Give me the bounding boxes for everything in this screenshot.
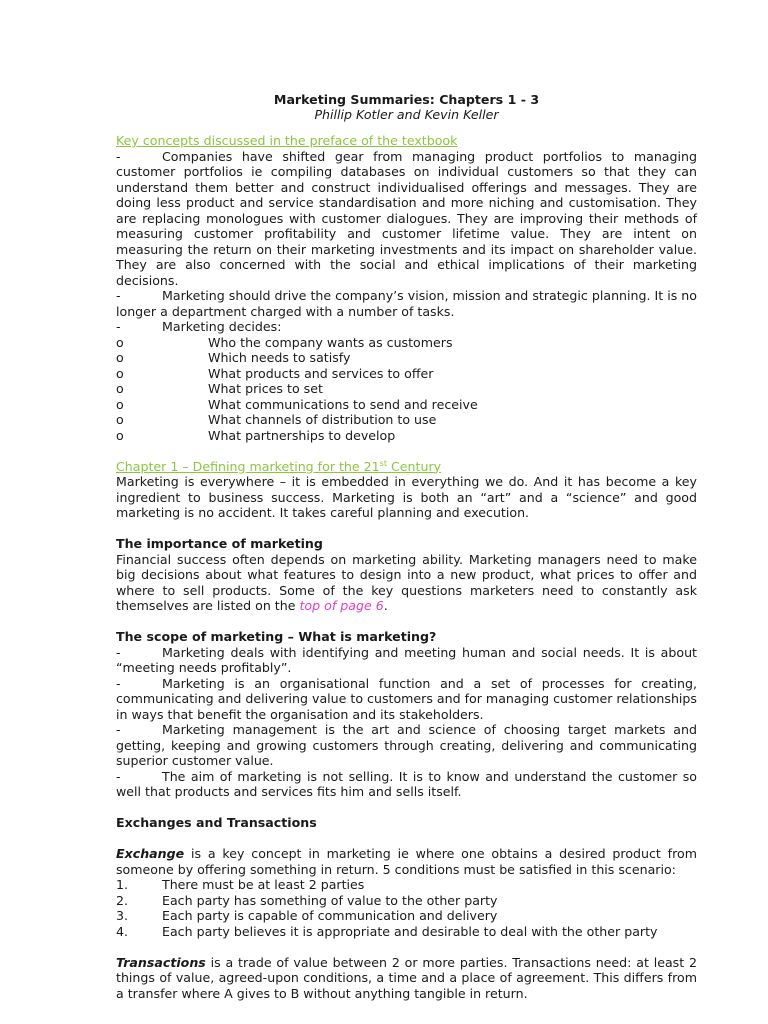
conditions-list [116, 877, 697, 939]
dash-bullet: - [116, 644, 121, 660]
document-page [116, 92, 697, 1001]
preface-item-3: - Marketing decides: [116, 319, 282, 334]
importance-heading: The importance of marketing [116, 536, 323, 551]
scope-item-3: - Marketing management is the art and science of choosing target markets and getting, keeping and growing customers through creating, delivering and communicating superior customer value. [116, 722, 697, 768]
circle-bullet: o [116, 427, 124, 443]
circle-bullet: o [116, 365, 124, 381]
list-item: o What prices to set [116, 381, 323, 396]
dash-bullet: - [116, 675, 121, 691]
transactions-term: Transactions [116, 954, 206, 970]
decides-list [116, 335, 697, 444]
scope-item-4: - The aim of marketing is not selling. It is to know and understand the customer so well that products and services fits him and sells itself. [116, 768, 697, 799]
dash-bullet: - [116, 722, 121, 737]
circle-bullet: o [116, 396, 124, 412]
list-item: o What products and services to offer [116, 365, 434, 381]
importance-text: Financial success often depends on marketing ability. Marketing managers need to make big decisions about what features to design into a new product, what prices to offer and where to sell products. Some of the key questions marketers need to constantly ask themselves are listed on the top of page 6. [116, 551, 697, 613]
circle-bullet: o [116, 412, 124, 427]
list-item: 2. Each party has something of value to the other party [116, 892, 498, 908]
scope-heading: The scope of marketing – What is marketing? [116, 629, 437, 644]
circle-bullet: o [116, 350, 124, 365]
list-item: o What channels of distribution to use [116, 412, 437, 427]
exchange-term: Exchange [116, 846, 185, 861]
exchange-paragraph: Exchange is a key concept in marketing ie where one obtains a desired product from someone by offering something in return. 5 conditions must be satisfied in this scenario: [116, 846, 697, 877]
document-title: Marketing Summaries: Chapters 1 - 3 [273, 92, 540, 107]
dash-bullet: - [116, 288, 121, 303]
circle-bullet: o [116, 381, 124, 396]
list-item: 3. Each party is capable of communication and delivery [116, 908, 498, 923]
chapter1-intro: Marketing is everywhere – it is embedded in everything we do. And it has become a key ingredient to business success. Marketing is both an “art” and a “science” and good marketing is no accident. It takes careful planning and execution. [116, 474, 697, 520]
preface-item-1: - Companies have shifted gear from managing product portfolios to managing customer portfolios ie compiling databases on individual customers so that they can understand them better and construct individualised offerings and messages. They are doing less product and service standardisation and more niching and customisation. They are replacing monologues with customer dialogues. They are improving their methods of measuring customer profitability and customer lifetime value. They are intent on measuring the return on their marketing investments and its impact on shareholder value. They are also concerned with the social and ethical implications of their marketing decisions. [116, 148, 697, 288]
chapter1-heading: Chapter 1 – Defining marketing for the 21st Century [116, 458, 442, 474]
circle-bullet: o [116, 334, 124, 350]
dash-bullet: - [116, 319, 121, 334]
list-item: o What partnerships to develop [116, 427, 396, 443]
preface-item-2: - Marketing should drive the company’s vision, mission and strategic planning. It is no longer a department charged with a number of tasks. [116, 288, 697, 319]
dash-bullet: - [116, 148, 121, 164]
list-item: o What communications to send and receive [116, 396, 478, 412]
scope-item-1: - Marketing deals with identifying and meeting human and social needs. It is about “meeting needs profitably”. [116, 644, 697, 675]
page-reference-link[interactable]: top of page 6 [299, 598, 384, 613]
preface-heading: Key concepts discussed in the preface of the textbook [116, 133, 458, 148]
list-item: o Who the company wants as customers [116, 334, 453, 350]
list-item: 1. There must be at least 2 parties [116, 877, 365, 892]
scope-item-2: - Marketing is an organisational function and a set of processes for creating, communicating and delivering value to customers and for managing customer relationships in ways that benefit the organisation and its stakeholders. [116, 675, 697, 722]
transactions-paragraph: Transactions is a trade of value between 2 or more parties. Transactions need: at least 2 things of value, agreed-upon conditions, a time and a place of agreement. This differs from a transfer where A gives to B without anything tangible in return. [116, 954, 697, 1001]
document-authors: Phillip Kotler and Kevin Keller [314, 107, 499, 122]
exchanges-heading: Exchanges and Transactions [116, 815, 317, 830]
list-item: 4. Each party believes it is appropriate and desirable to deal with the other party [116, 923, 658, 939]
dash-bullet: - [116, 768, 121, 784]
list-item: o Which needs to satisfy [116, 350, 351, 365]
